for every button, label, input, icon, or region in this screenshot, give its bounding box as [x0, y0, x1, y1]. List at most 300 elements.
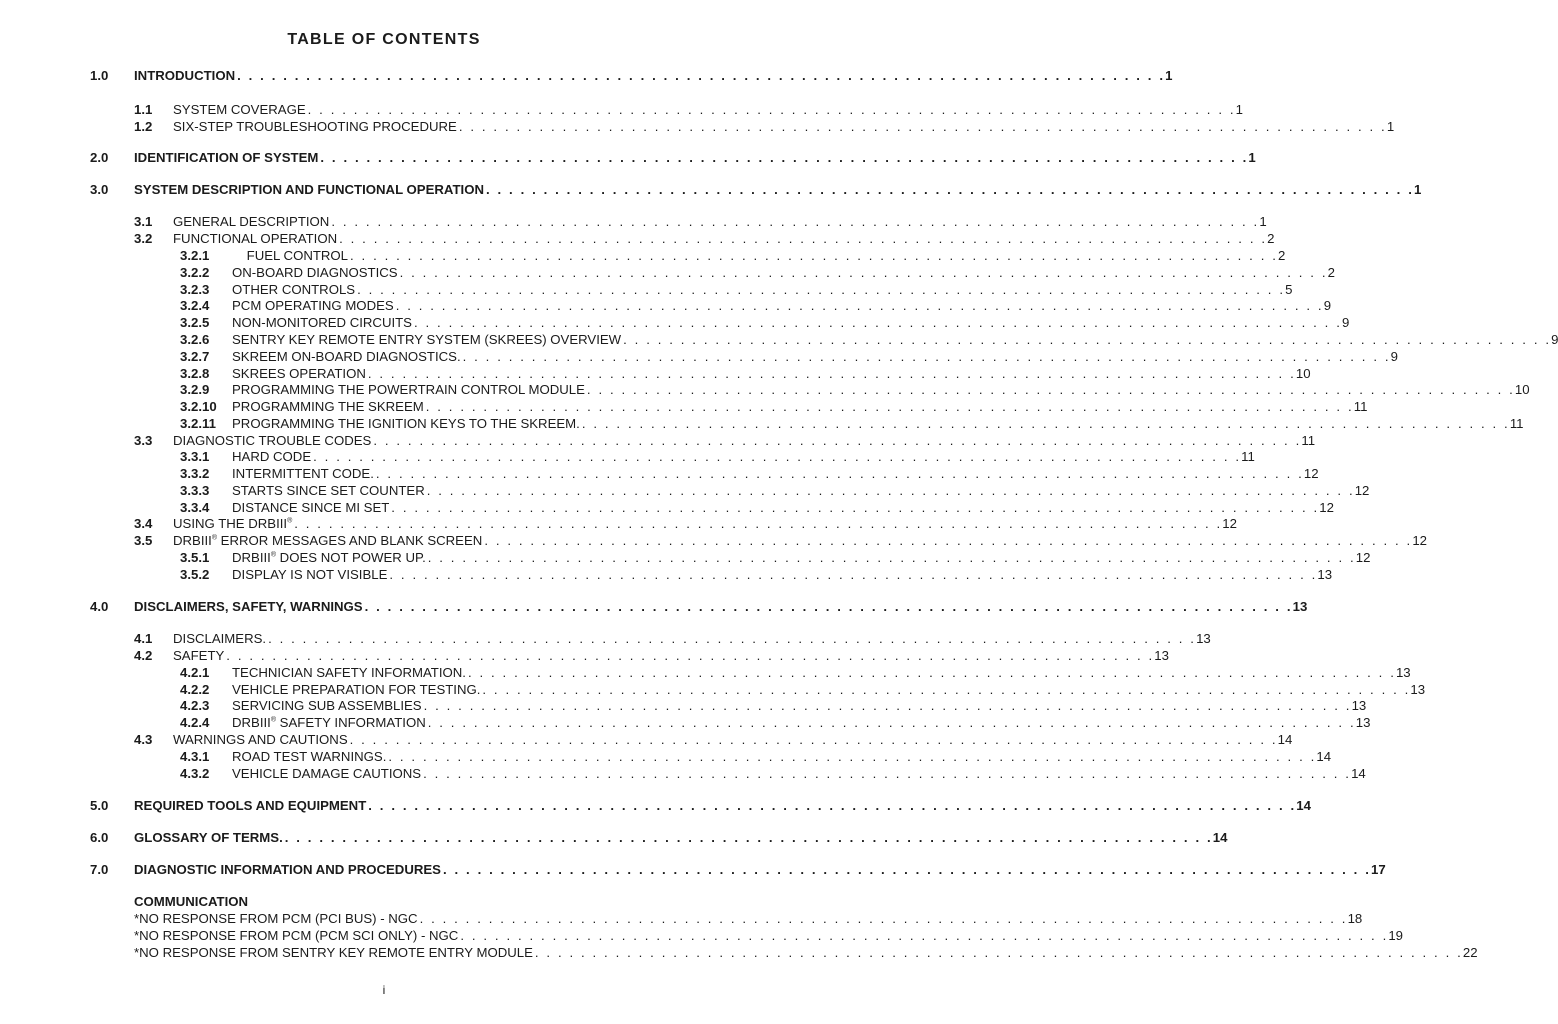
toc-entry-page: 9: [1341, 315, 1350, 330]
toc-entry-title: [232, 348, 461, 365]
registered-mark: ®: [211, 534, 218, 542]
dot-leader: . . . . . . . . . . . . . . . . . . . . . . . . . . . . . . . . . . . . . . . . . . . . . . . . . . . . . . . . . . . . . . . . . . . . . . . . . . . . . . . . .: [395, 298, 1324, 313]
toc-entry-title-text: INTRODUCTION: [134, 68, 236, 83]
toc-entry-number: 3.3.2: [180, 466, 210, 481]
footer-page-number: i: [382, 983, 386, 997]
toc-entry: [180, 465, 1319, 482]
toc-entry-title-text: SAFETY INFORMATION: [276, 715, 426, 730]
toc-entry-number: 3.2.8: [180, 366, 210, 381]
toc-entry-page: 9: [1390, 349, 1398, 364]
toc-entry-leader: [173, 230, 1275, 247]
toc-entry: [180, 365, 1311, 382]
toc-entry-title-text: HARD CODE: [232, 449, 312, 464]
toc-entry-number: 4.2.3: [180, 698, 210, 713]
dot-leader: . . . . . . . . . . . . . . . . . . . . . . . . . . . . . . . . . . . . . . . . . . . . . . . . . . . . . . . . . . . . . . . . . . . . . . . . . . . . . . . . .: [534, 945, 1463, 960]
toc-entry-title-text: SENTRY KEY REMOTE ENTRY SYSTEM (SKREES) OVERVIEW: [232, 332, 622, 347]
toc-entry-title: [232, 765, 421, 782]
toc-entry-title: [134, 67, 235, 84]
dot-leader: . . . . . . . . . . . . . . . . . . . . . . . . . . . . . . . . . . . . . . . . . . . . . . . . . . . . . . . . . . . . . . . . . . . . . . . . . . . . . . . . .: [484, 533, 1413, 548]
toc-entry-title-text: SYSTEM DESCRIPTION AND FUNCTIONAL OPERATION: [134, 182, 484, 197]
dot-leader: . . . . . . . . . . . . . . . . . . . . . . . . . . . . . . . . . . . . . . . . . . . . . . . . . . . . . . . . . . . . . . . . . . . . . . . . . . . . . . . . .: [391, 500, 1320, 515]
toc-entry-leader: [232, 281, 1293, 298]
toc-entry-title-text: DISCLAIMERS, SAFETY, WARNINGS: [134, 599, 363, 614]
toc-entry-leader: [173, 118, 1395, 135]
toc-entry-page: 12: [1222, 516, 1237, 531]
toc-entry-number: 3.3.1: [180, 449, 210, 464]
toc-entry: [180, 297, 1332, 314]
toc-entry-leader: [232, 714, 1371, 731]
dot-leader: . . . . . . . . . . . . . . . . . . . . . . . . . . . . . . . . . . . . . . . . . . . . . . . . . . . . . . . . . . . . . . . . . . . . . . . . . . . . . . . . .: [482, 682, 1411, 697]
toc-entry-title-text: FUEL CONTROL: [232, 248, 349, 263]
registered-mark: ®: [270, 551, 277, 559]
toc-entry: [180, 314, 1350, 331]
dot-leader: . . . . . . . . . . . . . . . . . . . . . . . . . . . . . . . . . . . . . . . . . . . . . . . . . . . . . . . . . . . . . . . . . . . . . . . . . . . . . . . . .: [427, 550, 1356, 565]
toc-entry: [134, 731, 1293, 748]
toc-entry: [134, 118, 1395, 135]
registered-mark: ®: [270, 716, 277, 724]
toc-entry-leader: [134, 149, 1256, 166]
toc-entry: [180, 247, 1286, 264]
dot-leader: . . . . . . . . . . . . . . . . . . . . . . . . . . . . . . . . . . . . . . . . . . . . . . . . . . . . . . . . . . . . . . . . . . . . . . . . . . . . . . . . .: [426, 483, 1355, 498]
toc-entry-title-text: PCM OPERATING MODES: [232, 298, 394, 313]
toc-entry-title-text: TECHNICIAN SAFETY INFORMATION.: [232, 665, 466, 680]
toc-entry-title: [173, 647, 224, 664]
toc-entry-number: 4.2: [134, 648, 153, 663]
toc-entry-leader: [232, 765, 1366, 782]
toc-entry-title-text: REQUIRED TOOLS AND EQUIPMENT: [134, 798, 367, 813]
toc-entry-page: 2: [1278, 248, 1286, 263]
toc-entry-leader: [134, 67, 1173, 84]
toc-entry-leader: [232, 697, 1367, 714]
toc-entry-page: 13: [1395, 665, 1411, 680]
dot-leader: . . . . . . . . . . . . . . . . . . . . . . . . . . . . . . . . . . . . . . . . . . . . . . . . . . . . . . . . . . . . . . . . . . . . . . . . . . . . . . . . .: [368, 798, 1297, 813]
toc-entry-page: 1: [1386, 119, 1395, 134]
toc-entry-title: [173, 118, 457, 135]
toc-entry-page: 11: [1353, 399, 1368, 414]
toc-entry-title: [173, 630, 266, 647]
toc-entry-number: 4.3: [134, 732, 153, 747]
toc-entry-page: 9: [1323, 298, 1332, 313]
toc-entry-title-text: ERROR MESSAGES AND BLANK SCREEN: [217, 533, 483, 548]
dot-leader: . . . . . . . . . . . . . . . . . . . . . . . . . . . . . . . . . . . . . . . . . . . . . . . . . . . . . . . . . . . . . . . . . . . . . . . . . . . . . . . . .: [460, 928, 1389, 943]
toc-entry-title: [232, 714, 426, 731]
toc-entry-title: [232, 748, 386, 765]
toc-entry-title-text: DISTANCE SINCE MI SET: [232, 500, 390, 515]
toc-entry-leader: [232, 348, 1398, 365]
toc-entry-page: 14: [1296, 798, 1311, 813]
toc-entry-page: 14: [1316, 749, 1332, 764]
communication-entry-page: 18: [1347, 911, 1363, 926]
toc-entry-title-text: VEHICLE PREPARATION FOR TESTING.: [232, 682, 481, 697]
toc-entry-title-text: DRBIII: [232, 550, 271, 565]
toc-entry-title-text: STARTS SINCE SET COUNTER: [232, 483, 425, 498]
toc-entry-page: 13: [1410, 682, 1426, 697]
toc-entry-title-text: SYSTEM COVERAGE: [173, 102, 306, 117]
toc-entry-title-text: SKREES OPERATION: [232, 366, 366, 381]
toc-entry-leader: [173, 630, 1211, 647]
toc-entry-title: [173, 432, 371, 449]
communication-entry-page: 22: [1462, 945, 1478, 960]
toc-entry-number: 4.2.2: [180, 682, 210, 697]
toc-entry-page: 1: [1235, 102, 1243, 117]
toc-entry-title-text: ON-BOARD DIAGNOSTICS: [232, 265, 398, 280]
toc-entry-page: 1: [1413, 182, 1422, 197]
toc-entry: [134, 647, 1169, 664]
toc-entry-leader: [134, 861, 1386, 878]
toc-entry-page: 11: [1241, 449, 1255, 464]
dot-leader: . . . . . . . . . . . . . . . . . . . . . . . . . . . . . . . . . . . . . . . . . . . . . . . . . . . . . . . . . . . . . . . . . . . . . . . . . . . . . . . . .: [467, 665, 1396, 680]
dot-leader: . . . . . . . . . . . . . . . . . . . . . . . . . . . . . . . . . . . . . . . . . . . . . . . . . . . . . . . . . . . . . . . . . . . . . . . . . . . . . . . . .: [388, 749, 1317, 764]
toc-entry-leader: [232, 664, 1411, 681]
toc-entry-title-text: SKREEM ON-BOARD DIAGNOSTICS.: [232, 349, 461, 364]
toc-entry: [90, 861, 1386, 878]
toc-entry-title: [232, 448, 311, 465]
toc-entry-title-text: OTHER CONTROLS: [232, 282, 356, 297]
toc-entry-page: 12: [1354, 483, 1370, 498]
toc-entry-number: 3.2: [134, 231, 153, 246]
toc-entry-leader: [232, 482, 1370, 499]
toc-entry: [180, 348, 1398, 365]
dot-leader: . . . . . . . . . . . . . . . . . . . . . . . . . . . . . . . . . . . . . . . . . . . . . . . . . . . . . . . . . . . . . . . . . . . . . . . . . . . . . . . . .: [357, 282, 1286, 297]
toc-entry-page: 12: [1412, 533, 1427, 548]
dot-leader: . . . . . . . . . . . . . . . . . . . . . . . . . . . . . . . . . . . . . . . . . . . . . . . . . . . . . . . . . . . . . . . . . . . . . . . . . . . . . . . . .: [364, 599, 1293, 614]
toc-entry: [134, 630, 1211, 647]
toc-entry-page: 13: [1196, 631, 1211, 646]
toc-entry-leader: [134, 797, 1311, 814]
toc-entry-title-text: IDENTIFICATION OF SYSTEM: [134, 150, 319, 165]
toc-entry: [180, 664, 1411, 681]
toc-entry-leader: [232, 365, 1311, 382]
toc-entry-number: 1.0: [90, 68, 109, 83]
dot-leader: . . . . . . . . . . . . . . . . . . . . . . . . . . . . . . . . . . . . . . . . . . . . . . . . . . . . . . . . . . . . . . . . . . . . . . . . . . . . . . . . .: [320, 150, 1249, 165]
communication-entry: [134, 927, 1404, 944]
toc-entry-page: 14: [1212, 830, 1228, 845]
toc-entry-leader: [232, 247, 1286, 264]
toc-entry-page: 13: [1351, 698, 1367, 713]
toc-entry: [134, 213, 1267, 230]
toc-entry-page: 13: [1292, 599, 1308, 614]
dot-leader: . . . . . . . . . . . . . . . . . . . . . . . . . . . . . . . . . . . . . . . . . . . . . . . . . . . . . . . . . . . . . . . . . . . . . . . . . . . . . . . . .: [423, 766, 1352, 781]
toc-entry-title-text: GENERAL DESCRIPTION: [173, 214, 330, 229]
toc-entry-page: 12: [1303, 466, 1319, 481]
toc-entry-title: [232, 697, 422, 714]
toc-entry-number: 4.2.1: [180, 665, 210, 680]
toc-entry: [180, 714, 1371, 731]
toc-entry-page: 10: [1514, 382, 1530, 397]
toc-entry-title: [232, 664, 466, 681]
toc-entry-title-text: DISCLAIMERS.: [173, 631, 267, 646]
toc-entry: [180, 381, 1530, 398]
toc-entry: [180, 499, 1334, 516]
dot-leader: . . . . . . . . . . . . . . . . . . . . . . . . . . . . . . . . . . . . . . . . . . . . . . . . . . . . . . . . . . . . . . . . . . . . . . . . . . . . . . . . .: [375, 466, 1304, 481]
dot-leader: . . . . . . . . . . . . . . . . . . . . . . . . . . . . . . . . . . . . . . . . . . . . . . . . . . . . . . . . . . . . . . . . . . . . . . . . . . . . . . . . .: [373, 433, 1302, 448]
toc-entry-title-text: SAFETY: [173, 648, 225, 663]
toc-entry-number: 3.2.3: [180, 282, 210, 297]
toc-entry-page: 12: [1355, 550, 1371, 565]
toc-entry-leader: [232, 297, 1332, 314]
toc-entry-page: 13: [1154, 648, 1169, 663]
toc-entry-title-text: WARNINGS AND CAUTIONS: [173, 732, 348, 747]
communication-entry-page: 19: [1388, 928, 1404, 943]
toc-entry-leader: [232, 681, 1426, 698]
toc-entry-page: 13: [1355, 715, 1371, 730]
toc-entry-number: 4.3.2: [180, 766, 210, 781]
toc-entry-title-text: INTERMITTENT CODE.: [232, 466, 374, 481]
dot-leader: . . . . . . . . . . . . . . . . . . . . . . . . . . . . . . . . . . . . . . . . . . . . . . . . . . . . . . . . . . . . . . . . . . . . . . . . . . . . . . . . .: [413, 315, 1342, 330]
toc-entry-leader: [232, 415, 1524, 432]
toc-entry-title: [232, 314, 412, 331]
toc-entry-leader: [134, 181, 1422, 198]
toc-entry-title: [134, 149, 318, 166]
dot-leader: . . . . . . . . . . . . . . . . . . . . . . . . . . . . . . . . . . . . . . . . . . . . . . . . . . . . . . . . . . . . . . . . . . . . . . . . . . . . . . . . .: [462, 349, 1391, 364]
toc-entry-title: [134, 181, 484, 198]
toc-entry-leader: [232, 549, 1371, 566]
toc-entry: [180, 748, 1332, 765]
toc-entry: [134, 230, 1275, 247]
dot-leader: . . . . . . . . . . . . . . . . . . . . . . . . . . . . . . . . . . . . . . . . . . . . . . . . . . . . . . . . . . . . . . . . . . . . . . . . . . . . . . . . .: [307, 102, 1236, 117]
toc-entry-page: 1: [1165, 68, 1173, 83]
communication-heading: COMMUNICATION: [134, 894, 249, 909]
toc-entry: [134, 515, 1237, 532]
toc-entry-number: 7.0: [90, 862, 109, 877]
toc-entry: [90, 598, 1308, 615]
toc-entry-leader: [232, 398, 1368, 415]
toc-entry-number: 3.2.5: [180, 315, 210, 330]
toc-entry-leader: [173, 532, 1427, 549]
toc-entry-page: 5: [1285, 282, 1293, 297]
dot-leader: . . . . . . . . . . . . . . . . . . . . . . . . . . . . . . . . . . . . . . . . . . . . . . . . . . . . . . . . . . . . . . . . . . . . . . . . . . . . . . . . .: [389, 567, 1318, 582]
toc-entry-page: 12: [1319, 500, 1334, 515]
toc-entry-title-text: DIAGNOSTIC INFORMATION AND PROCEDURES: [134, 862, 441, 877]
toc-entry: [180, 697, 1367, 714]
toc-entry-title: [232, 398, 424, 415]
toc-entry: [90, 797, 1311, 814]
toc-entry: [180, 482, 1370, 499]
toc-entry-number: 3.2.9: [180, 382, 210, 397]
toc-entry-number: 3.2.10: [180, 399, 217, 414]
toc-entry-leader: [173, 731, 1293, 748]
toc-entry-title-text: PROGRAMMING THE POWERTRAIN CONTROL MODULE: [232, 382, 585, 397]
toc-entry-page: 13: [1317, 567, 1333, 582]
dot-leader: . . . . . . . . . . . . . . . . . . . . . . . . . . . . . . . . . . . . . . . . . . . . . . . . . . . . . . . . . . . . . . . . . . . . . . . . . . . . . . . . .: [237, 68, 1166, 83]
toc-entry-page: 1: [1259, 214, 1267, 229]
toc-entry: [134, 532, 1427, 549]
toc-entry-title-text: DRBIII: [232, 715, 271, 730]
toc-entry-leader: [134, 910, 1363, 927]
toc-entry-title: [232, 499, 389, 516]
toc-entry-leader: [232, 748, 1332, 765]
toc-entry: [134, 101, 1243, 118]
toc-entry-title-text: SERVICING SUB ASSEMBLIES: [232, 698, 422, 713]
toc-entry-title: [232, 415, 580, 432]
dot-leader: . . . . . . . . . . . . . . . . . . . . . . . . . . . . . . . . . . . . . . . . . . . . . . . . . . . . . . . . . . . . . . . . . . . . . . . . . . . . . . . . .: [367, 366, 1296, 381]
toc-entry-title: [232, 482, 425, 499]
dot-leader: . . . . . . . . . . . . . . . . . . . . . . . . . . . . . . . . . . . . . . . . . . . . . . . . . . . . . . . . . . . . . . . . . . . . . . . . . . . . . . . . .: [425, 399, 1354, 414]
toc-entry-page: 2: [1327, 265, 1335, 280]
toc-entry-title-text: DOES NOT POWER UP.: [276, 550, 426, 565]
toc-entry-number: 3.3: [134, 433, 153, 448]
dot-leader: . . . . . . . . . . . . . . . . . . . . . . . . . . . . . . . . . . . . . . . . . . . . . . . . . . . . . . . . . . . . . . . . . . . . . . . . . . . . . . . . .: [427, 715, 1356, 730]
toc-entry: [180, 566, 1333, 583]
page-title: TABLE OF CONTENTS: [287, 31, 481, 48]
toc-entry-leader: [232, 331, 1558, 348]
toc-entry-title: [173, 230, 337, 247]
toc-entry-title: [232, 297, 394, 314]
toc-entry-number: 1.1: [134, 102, 153, 117]
toc-entry-title-text: GLOSSARY OF TERMS.: [134, 830, 283, 845]
toc-entry-title: [232, 681, 480, 698]
dot-leader: . . . . . . . . . . . . . . . . . . . . . . . . . . . . . . . . . . . . . . . . . . . . . . . . . . . . . . . . . . . . . . . . . . . . . . . . . . . . . . . . .: [419, 911, 1348, 926]
toc-entry-leader: [173, 515, 1237, 532]
dot-leader: . . . . . . . . . . . . . . . . . . . . . . . . . . . . . . . . . . . . . . . . . . . . . . . . . . . . . . . . . . . . . . . . . . . . . . . . . . . . . . . . .: [313, 449, 1242, 464]
toc-entry-number: 3.5.1: [180, 550, 210, 565]
toc-entry-title-text: DRBIII: [173, 533, 212, 548]
toc-entry: [134, 432, 1316, 449]
toc-entry: [180, 264, 1335, 281]
toc-entry-title: [173, 101, 306, 118]
toc-entry-title: [232, 566, 387, 583]
toc-entry-leader: [134, 944, 1478, 961]
toc-entry-title: [134, 829, 283, 846]
toc-entry-number: 3.5: [134, 533, 153, 548]
toc-entry-leader: [232, 264, 1335, 281]
toc-entry: [180, 398, 1368, 415]
toc-entry-title-text: FUNCTIONAL OPERATION: [173, 231, 338, 246]
dot-leader: . . . . . . . . . . . . . . . . . . . . . . . . . . . . . . . . . . . . . . . . . . . . . . . . . . . . . . . . . . . . . . . . . . . . . . . . . . . . . . . . .: [284, 830, 1213, 845]
toc-entry-title: [232, 281, 355, 298]
toc-entry: [90, 149, 1256, 166]
toc-entry-leader: [232, 566, 1333, 583]
toc-entry-number: 5.0: [90, 798, 109, 813]
toc-entry: [90, 67, 1173, 84]
toc-entry-number: 3.2.2: [180, 265, 210, 280]
toc-entry-leader: [173, 647, 1169, 664]
toc-entry-leader: [232, 499, 1334, 516]
toc-entry-leader: [232, 314, 1350, 331]
dot-leader: . . . . . . . . . . . . . . . . . . . . . . . . . . . . . . . . . . . . . . . . . . . . . . . . . . . . . . . . . . . . . . . . . . . . . . . . . . . . . . . . .: [268, 631, 1197, 646]
toc-entry-title: [232, 247, 348, 264]
communication-entry-title: *NO RESPONSE FROM PCM (PCM SCI ONLY) - NGC: [134, 928, 459, 943]
toc-entry-title-text: NON-MONITORED CIRCUITS: [232, 315, 412, 330]
toc-entry-page: 14: [1351, 766, 1366, 781]
toc-entry-number: 3.2.4: [180, 298, 210, 313]
communication-entry-title: *NO RESPONSE FROM SENTRY KEY REMOTE ENTRY MODULE: [134, 945, 533, 960]
dot-leader: . . . . . . . . . . . . . . . . . . . . . . . . . . . . . . . . . . . . . . . . . . . . . . . . . . . . . . . . . . . . . . . . . . . . . . . . . . . . . . . . .: [623, 332, 1552, 347]
toc-entry: [180, 681, 1426, 698]
toc-entry-number: 3.4: [134, 516, 153, 531]
dot-leader: . . . . . . . . . . . . . . . . . . . . . . . . . . . . . . . . . . . . . . . . . . . . . . . . . . . . . . . . . . . . . . . . . . . . . . . . . . . . . . . . .: [485, 182, 1414, 197]
toc-entry-title-text: SIX-STEP TROUBLESHOOTING PROCEDURE: [173, 119, 457, 134]
toc-entry: [90, 181, 1422, 198]
toc-entry-leader: [173, 101, 1243, 118]
toc-entry: [180, 448, 1255, 465]
toc-entry-page: 14: [1277, 732, 1293, 747]
toc-entry-page: 17: [1370, 862, 1386, 877]
toc-entry-page: 2: [1267, 231, 1275, 246]
toc-entry: [90, 829, 1228, 846]
toc-entry-title-text: VEHICLE DAMAGE CAUTIONS: [232, 766, 422, 781]
toc-entry-number: 4.1: [134, 631, 153, 646]
communication-entry-title: *NO RESPONSE FROM PCM (PCI BUS) - NGC: [134, 911, 418, 926]
dot-leader: . . . . . . . . . . . . . . . . . . . . . . . . . . . . . . . . . . . . . . . . . . . . . . . . . . . . . . . . . . . . . . . . . . . . . . . . . . . . . . . . .: [581, 416, 1510, 431]
toc-entry-page: 11: [1509, 416, 1524, 431]
toc-entry-number: 1.2: [134, 119, 153, 134]
communication-entry: [134, 910, 1363, 927]
toc-entry-page: 9: [1551, 332, 1558, 347]
toc-entry-leader: [232, 465, 1319, 482]
toc-entry-title: [134, 861, 441, 878]
toc-entry-number: 3.1: [134, 214, 153, 229]
toc-entry-page: 10: [1295, 366, 1311, 381]
toc-entry-title: [232, 381, 585, 398]
dot-leader: . . . . . . . . . . . . . . . . . . . . . . . . . . . . . . . . . . . . . . . . . . . . . . . . . . . . . . . . . . . . . . . . . . . . . . . . . . . . . . . . .: [586, 382, 1515, 397]
toc-entry-number: 3.3.3: [180, 483, 210, 498]
toc-entry-title: [134, 797, 366, 814]
toc-entry-page: 1: [1248, 150, 1256, 165]
toc-entry-title: [173, 731, 348, 748]
dot-leader: . . . . . . . . . . . . . . . . . . . . . . . . . . . . . . . . . . . . . . . . . . . . . . . . . . . . . . . . . . . . . . . . . . . . . . . . . . . . . . . . .: [458, 119, 1387, 134]
toc-entry: [180, 415, 1524, 432]
toc-entry-title: [232, 264, 398, 281]
toc-entry-title: [232, 465, 374, 482]
toc-entry-leader: [173, 432, 1316, 449]
toc-entry-title: [173, 213, 329, 230]
dot-leader: . . . . . . . . . . . . . . . . . . . . . . . . . . . . . . . . . . . . . . . . . . . . . . . . . . . . . . . . . . . . . . . . . . . . . . . . . . . . . . . . .: [350, 248, 1279, 263]
toc-entry-leader: [134, 598, 1308, 615]
toc-entry-leader: [232, 448, 1255, 465]
toc-entry-number: 4.2.4: [180, 715, 210, 730]
dot-leader: . . . . . . . . . . . . . . . . . . . . . . . . . . . . . . . . . . . . . . . . . . . . . . . . . . . . . . . . . . . . . . . . . . . . . . . . . . . . . . . . .: [399, 265, 1328, 280]
dot-leader: . . . . . . . . . . . . . . . . . . . . . . . . . . . . . . . . . . . . . . . . . . . . . . . . . . . . . . . . . . . . . . . . . . . . . . . . . . . . . . . . .: [331, 214, 1260, 229]
toc-entry: [180, 281, 1293, 298]
toc-entry-title: [232, 549, 426, 566]
toc-entry-leader: [134, 829, 1228, 846]
toc-entry-title: [134, 598, 363, 615]
toc-entry-number: 3.3.4: [180, 500, 210, 515]
toc-entry-leader: [134, 927, 1404, 944]
toc-entry-number: 2.0: [90, 150, 109, 165]
toc-entry-title: [173, 515, 292, 532]
toc-entry-title-text: USING THE DRBIII: [173, 516, 288, 531]
toc-entry-page: 11: [1301, 433, 1316, 448]
dot-leader: . . . . . . . . . . . . . . . . . . . . . . . . . . . . . . . . . . . . . . . . . . . . . . . . . . . . . . . . . . . . . . . . . . . . . . . . . . . . . . . . .: [423, 698, 1352, 713]
dot-leader: . . . . . . . . . . . . . . . . . . . . . . . . . . . . . . . . . . . . . . . . . . . . . . . . . . . . . . . . . . . . . . . . . . . . . . . . . . . . . . . . .: [349, 732, 1278, 747]
toc-entry: [180, 331, 1558, 348]
toc-entry-number: 3.2.6: [180, 332, 210, 347]
dot-leader: . . . . . . . . . . . . . . . . . . . . . . . . . . . . . . . . . . . . . . . . . . . . . . . . . . . . . . . . . . . . . . . . . . . . . . . . . . . . . . . . .: [339, 231, 1268, 246]
dot-leader: . . . . . . . . . . . . . . . . . . . . . . . . . . . . . . . . . . . . . . . . . . . . . . . . . . . . . . . . . . . . . . . . . . . . . . . . . . . . . . . . .: [442, 862, 1371, 877]
toc-entry-title-text: PROGRAMMING THE IGNITION KEYS TO THE SKREEM.: [232, 416, 580, 431]
registered-mark: ®: [287, 517, 293, 525]
toc-entry: [180, 765, 1366, 782]
toc-entry-number: 4.3.1: [180, 749, 210, 764]
dot-leader: . . . . . . . . . . . . . . . . . . . . . . . . . . . . . . . . . . . . . . . . . . . . . . . . . . . . . . . . . . . . . . . . . . . . . . . . . . . . . . . . .: [226, 648, 1155, 663]
toc-entry: [180, 549, 1371, 566]
toc-entry-number: 3.2.1: [180, 248, 210, 263]
toc-entry-number: 3.2.7: [180, 349, 210, 364]
toc-entry-title-text: PROGRAMMING THE SKREEM: [232, 399, 424, 414]
toc-entry-number: 6.0: [90, 830, 109, 845]
toc-entry-title: [232, 331, 621, 348]
toc-entry-title-text: DISPLAY IS NOT VISIBLE: [232, 567, 388, 582]
toc-entry-number: 3.5.2: [180, 567, 210, 582]
toc-entry-number: 3.0: [90, 182, 109, 197]
toc-entry-leader: [232, 381, 1530, 398]
toc-entry-title-text: ROAD TEST WARNINGS.: [232, 749, 387, 764]
toc-entry-number: 3.2.11: [180, 416, 216, 431]
toc-entry-leader: [173, 213, 1267, 230]
toc-entry-number: 4.0: [90, 599, 109, 614]
